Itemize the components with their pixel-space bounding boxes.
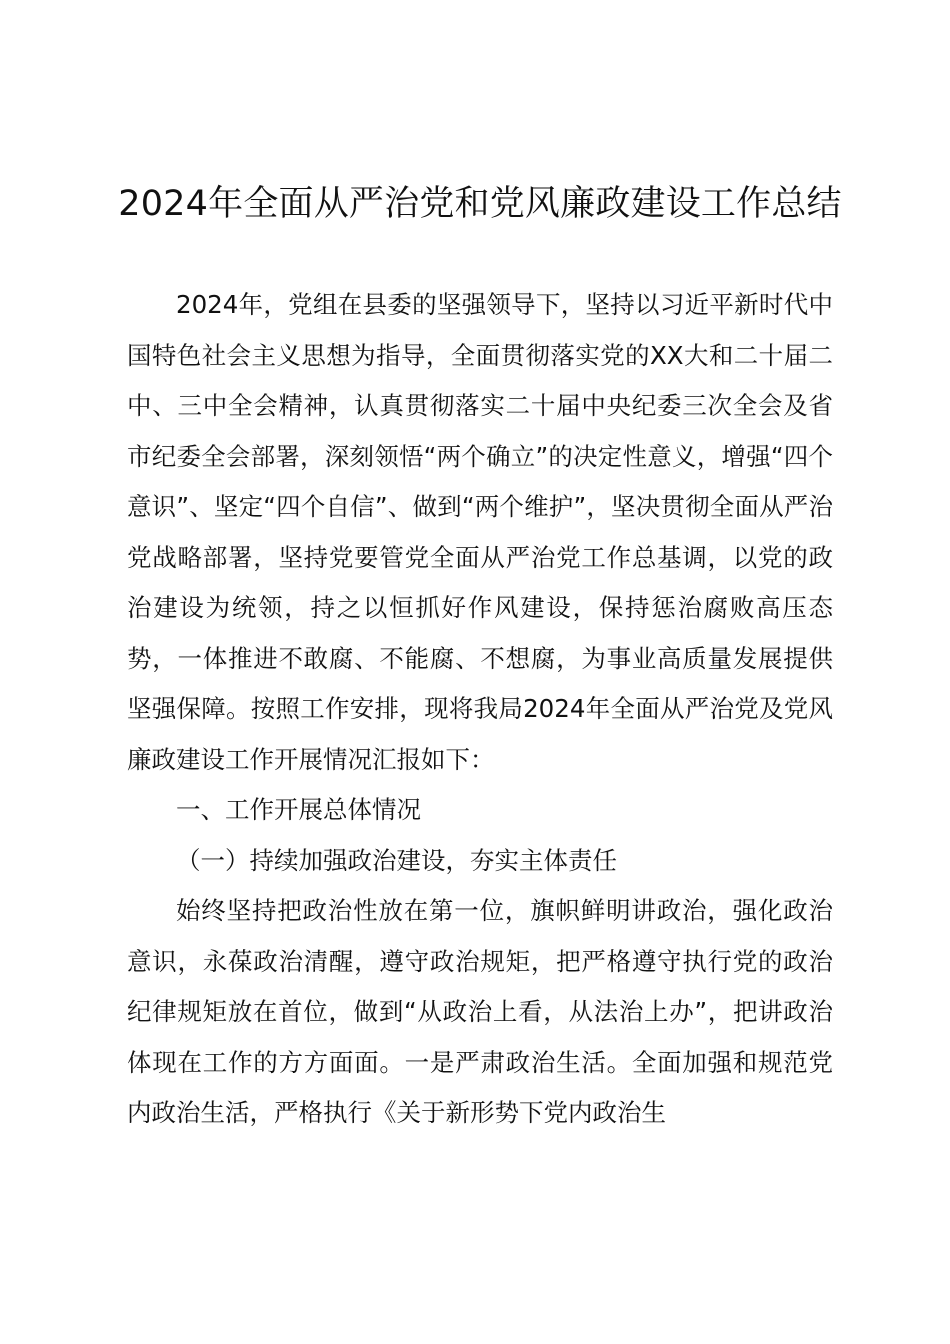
intro-paragraph: 2024年，党组在县委的坚强领导下，坚持以习近平新时代中国特色社会主义思想为指导，全面贯彻落实党的XX大和二十届二中、三中全会精神，认真贯彻落实二十届中央纪委三次全会及省市纪委全会部署，深刻领悟“两个确立”的决定性意义，增强“四个意识”、坚定“四个自信”、做到“两个维护”，坚决贯彻全面从严治党战略部署，坚持党要管党全面从严治党工作总基调，以党的政治建设为统领，持之以恒抓好作风建设，保持惩治腐败高压态势，一体推进不敢腐、不能腐、不想腐，为事业高质量发展提供坚强保障。按照工作安排，现将我局2024年全面从严治党及党风廉政建设工作开展情况汇报如下： [127,290,833,774]
body-paragraph: 始终坚持把政治性放在第一位，旗帜鲜明讲政治，强化政治意识，永葆政治清醒，遵守政治规矩，把严格遵守执行党的政治纪律规矩放在首位，做到“从政治上看，从法治上办”，把讲政治体现在工作的方方面面。一是严肃政治生活。全面加强和规范党内政治生活，严格执行《关于新形势下党内政治生 [127,896,833,1127]
section-heading: 一、工作开展总体情况 [176,795,421,824]
document-title: 2024年全面从严治党和党风廉政建设工作总结 [118,184,842,224]
subsection-heading: （一）持续加强政治建设，夯实主体责任 [176,845,617,875]
document-body [127,280,833,1139]
